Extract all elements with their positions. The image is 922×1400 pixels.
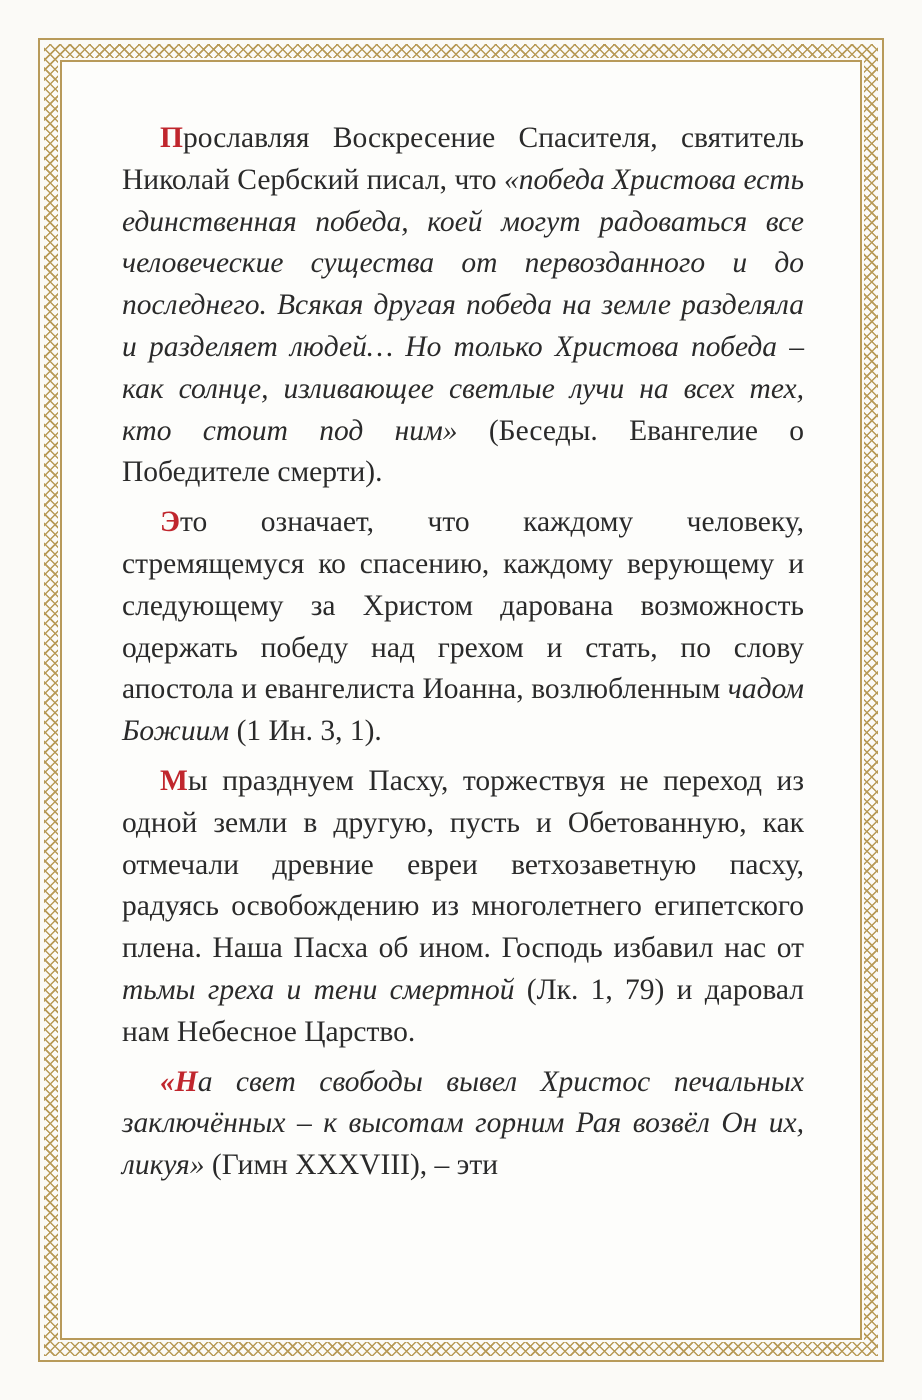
quote-run: «победа Христова есть единственная победа, коей могут радоваться все человеческие существа от первозданного и до последнего. Всякая другая победа на земле разделяла и разделяет людей… Но только Христова победа – как солнце, изливающее светлые лучи на всех тех, кто стоит под ним» (122, 163, 805, 447)
drop-letter: М (160, 764, 188, 797)
text-body (122, 118, 804, 1187)
text-run: (Гимн XXXVIII), – эти (204, 1149, 499, 1182)
quote-run: чадом Божиим (122, 673, 804, 748)
paragraph-2 (122, 502, 804, 753)
paragraph-4 (122, 1062, 804, 1187)
quote-run: а свет свободы вывел Христос печальных заключённых – к высотам горним Рая возвёл Он их, ликуя» (122, 1065, 804, 1182)
paragraph-1 (122, 118, 804, 494)
text-run: ы празднуем Пасху, торжествуя не переход из одной земли в другую, пусть и Обетованную, как отмечали древние евреи ветхозаветную пасху, радуясь освобождению из многолетнего египетского плена. Наша Пасха об ином. Господь избавил нас от (122, 764, 804, 965)
drop-letter: Э (160, 506, 181, 539)
text-run: рославляя Воскресение Спасителя, святитель Николай Сербский писал, что (122, 122, 804, 196)
text-run: то означает, что каждому человеку, стремящемуся ко спасению, каждому верующему и следующему за Христом дарована возможность одержать победу над грехом и стать, по слову апостола и евангелиста Иоанна, возлюбленным (122, 506, 804, 706)
quote-run: тьмы греха и тени смертной (122, 973, 515, 1006)
text-run: (Лк. 1, 79) и даровал нам Небесное Царство. (122, 973, 804, 1048)
text-run: (Беседы. Евангелие о Победителе смерти). (122, 414, 804, 489)
drop-letter: П (160, 122, 183, 154)
drop-letter: «Н (160, 1065, 198, 1098)
paragraph-3 (122, 761, 804, 1054)
text-run: (1 Ин. 3, 1). (229, 715, 382, 748)
